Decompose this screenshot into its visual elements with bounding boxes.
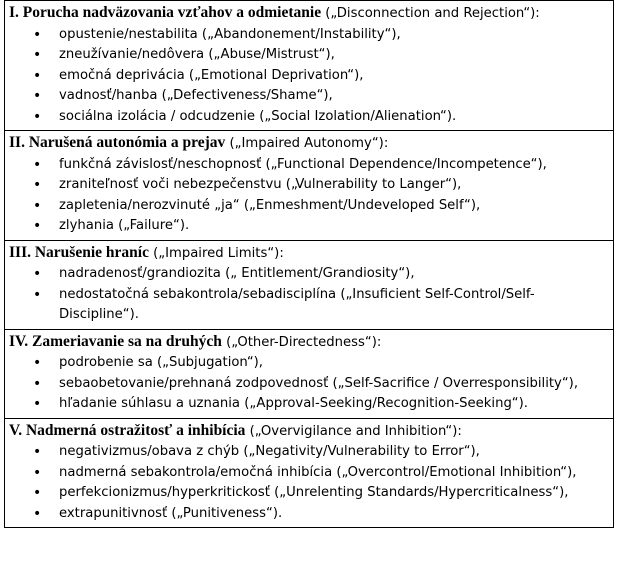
schema-list [9, 442, 609, 524]
schema-list [9, 264, 609, 326]
domain-row [5, 329, 614, 418]
schema-list [9, 25, 609, 128]
schema-item: • sociálna izolácia / odcudzenie („Social Izolation/Alienation“). [59, 107, 609, 128]
domain-cell [5, 418, 614, 528]
domain-numeral: IV. [9, 332, 29, 350]
schema-item: • hľadanie súhlasu a uznania („Approval-Seeking/Recognition-Seeking“). [59, 394, 609, 415]
schema-item: • extrapunitivnosť („Punitiveness“). [59, 504, 609, 525]
domain-title: Narušená autonómia a prejav [28, 134, 226, 151]
domain-title: Narušenie hraníc [34, 243, 149, 261]
domain-title: Nadmerná ostražitosť a inhibícia [25, 421, 246, 439]
schema-item: • nadmerná sebakontrola/emočná inhibícia („Overcontrol/Emotional Inhibition“), [59, 463, 609, 484]
schema-item: • funkčná závislosť/neschopnosť („Functional Dependence/Incompetence“), [59, 155, 609, 176]
domain-row [5, 240, 614, 329]
schema-item: • nadradenosť/grandiozita („ Entitlement/Grandiosity“), [59, 264, 609, 285]
domain-heading [9, 332, 382, 350]
schema-list [9, 155, 609, 237]
domain-english-name: („Impaired Autonomy“): [225, 136, 389, 151]
schema-item: • zlyhania („Failure“). [59, 216, 609, 237]
domain-cell [5, 329, 614, 418]
domain-numeral: I. [9, 4, 19, 21]
schema-item: • sebaobetovanie/prehnaná zodpovednosť („Self-Sacrifice / Overresponsibility“), [59, 374, 609, 395]
domain-heading [9, 421, 462, 439]
domain-cell [5, 1, 614, 131]
domain-english-name: („Impaired Limits“): [148, 245, 284, 261]
domain-cell [5, 240, 614, 329]
domain-cell [5, 131, 614, 241]
schema-domains-table [4, 0, 614, 528]
domain-numeral: V. [9, 421, 23, 439]
domain-row [5, 1, 614, 131]
schema-item: • zapletenia/nerozvinuté „ja“ („Enmeshment/Undeveloped Self“), [59, 196, 609, 217]
domain-english-name: („Disconnection and Rejection“): [321, 6, 540, 21]
domain-row [5, 131, 614, 241]
domain-heading [9, 243, 284, 261]
schema-item: • opustenie/nestabilita („Abandonement/Instability“), [59, 25, 609, 46]
schema-item: • vadnosť/hanba („Defectiveness/Shame“), [59, 86, 609, 107]
domain-english-name: („Other-Directedness“): [221, 334, 382, 350]
domain-heading [9, 136, 388, 151]
schema-item: • zraniteľnosť voči nebezpečenstvu („Vulnerability to Langer“), [59, 175, 609, 196]
domain-numeral: III. [9, 243, 31, 261]
schema-item: • podrobenie sa („Subjugation“), [59, 353, 609, 374]
schema-item: • perfekcionizmus/hyperkritickosť („Unrelenting Standards/Hypercriticalness“), [59, 483, 609, 504]
domain-title: Zameriavanie sa na druhých [31, 332, 222, 350]
domain-row [5, 418, 614, 528]
schema-item: • zneužívanie/nedôvera („Abuse/Mistrust“), [59, 45, 609, 66]
domain-title: Porucha nadväzovania vzťahov a odmietanie [22, 4, 322, 21]
domain-numeral: II. [9, 134, 25, 151]
schema-list [9, 353, 609, 415]
schema-item: • negativizmus/obava z chýb („Negativity/Vulnerability to Error“), [59, 442, 609, 463]
domain-heading [9, 6, 540, 21]
domain-english-name: („Overvigilance and Inhibition“): [245, 423, 462, 439]
schema-item: • nedostatočná sebakontrola/sebadisciplína („Insuficient Self-Control/Self-Discipline“). [59, 285, 609, 326]
schema-item: • emočná deprivácia („Emotional Deprivation“), [59, 66, 609, 87]
